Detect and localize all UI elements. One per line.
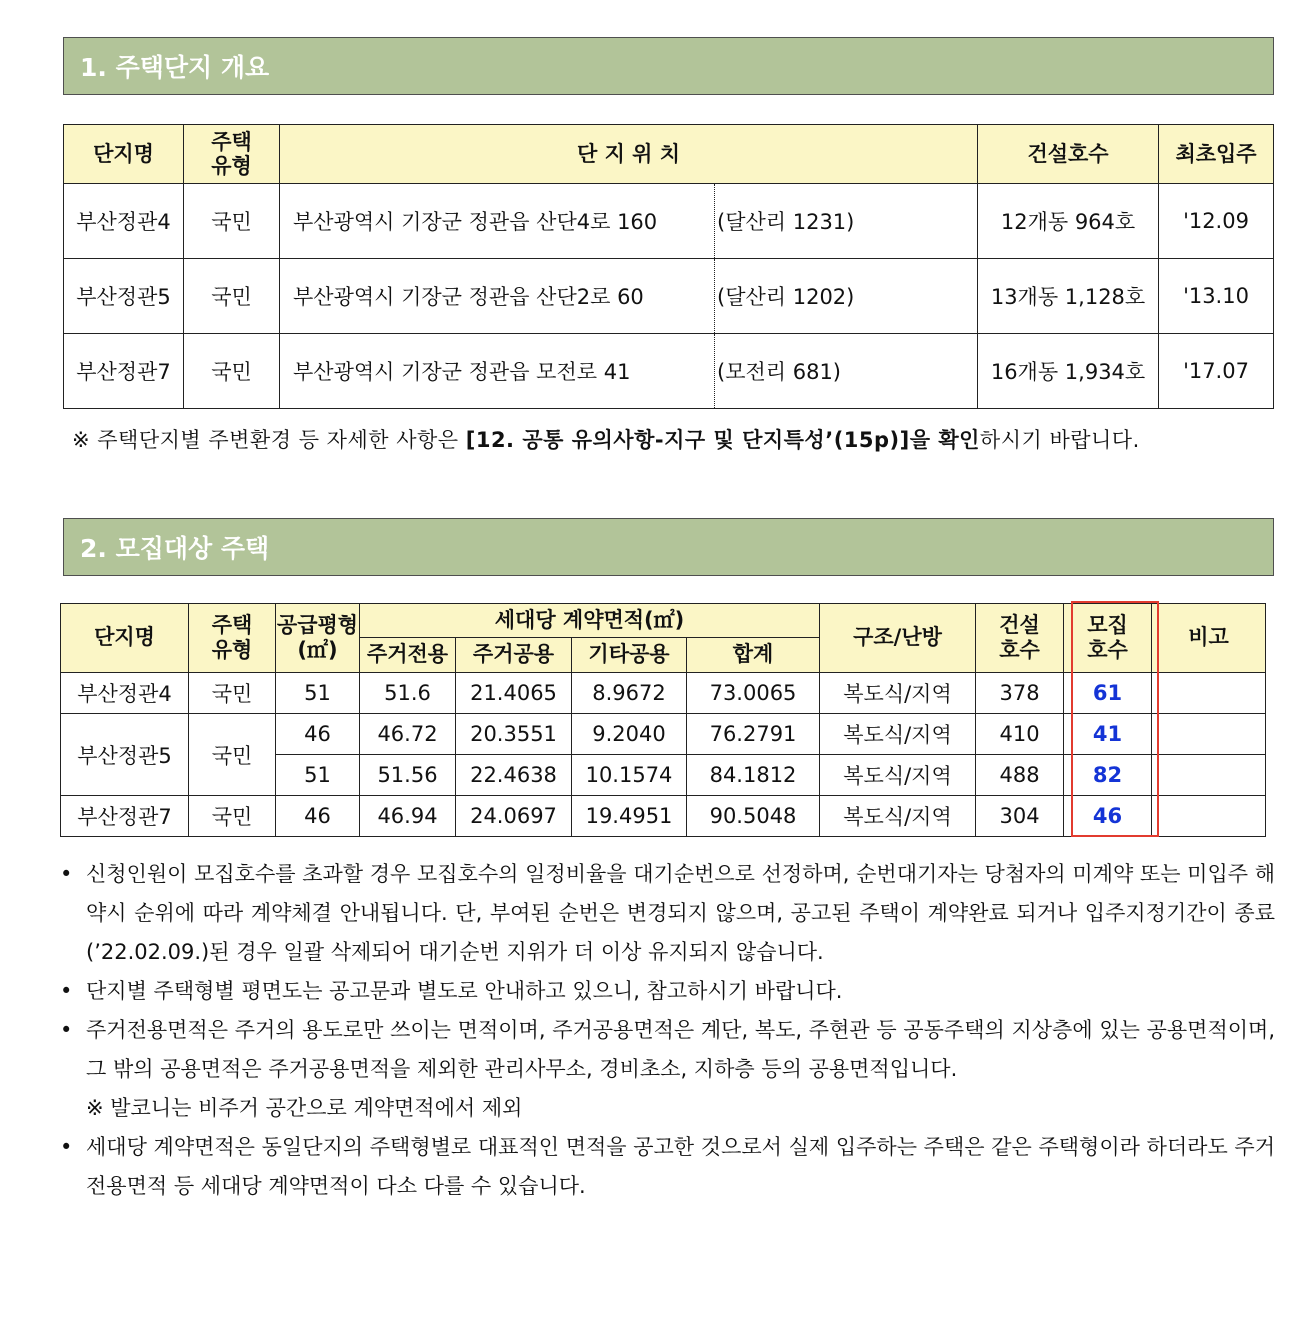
built-units: 410 (976, 714, 1064, 755)
housing-type: 국민 (184, 259, 280, 334)
complex-name: 부산정관5 (64, 259, 184, 334)
list-item (60, 1011, 1275, 1128)
remarks (1152, 714, 1266, 755)
supply-area: 51 (276, 673, 360, 714)
header-first-move-in: 최초입주 (1159, 125, 1274, 184)
address: 부산광역시 기장군 정관읍 산단2로 60 (280, 259, 715, 334)
recruit-units: 41 (1064, 714, 1152, 755)
table-row (61, 796, 1266, 837)
lot-number: (모전리 681) (715, 334, 978, 409)
complex-name: 부산정관4 (61, 673, 189, 714)
exclusive-area: 46.72 (360, 714, 456, 755)
bullet-text: 단지별 주택형별 평면도는 공고문과 별도로 안내하고 있으니, 참고하시기 바랍니다. (86, 979, 843, 1003)
bullet-text: 세대당 계약면적은 동일단지의 주택형별로 대표적인 면적을 공고한 것으로서 실제 입주하는 주택은 같은 주택형이라 하더라도 주거전용면적 등 세대당 계약면적이 다소 다를 수 있습니다. (86, 1135, 1275, 1198)
bullet-icon: • (60, 979, 73, 1003)
structure: 복도식/지역 (820, 796, 976, 837)
address: 부산광역시 기장군 정관읍 산단4로 160 (280, 184, 715, 259)
header-type: 주택 유형 (189, 604, 276, 673)
bullet-icon: • (60, 1018, 73, 1042)
total-area: 84.1812 (687, 755, 820, 796)
header-exclusive: 주거전용 (360, 638, 456, 673)
complex-overview-table (63, 124, 1274, 409)
other-area: 19.4951 (572, 796, 687, 837)
structure: 복도식/지역 (820, 714, 976, 755)
note-reference: [12. 공통 유의사항-지구 및 단지특성’(15p)]을 확인 (465, 428, 980, 452)
housing-type: 국민 (189, 673, 276, 714)
header-other: 기타공용 (572, 638, 687, 673)
section1-note (72, 424, 1272, 454)
recruit-units: 61 (1064, 673, 1152, 714)
exclusive-area: 51.6 (360, 673, 456, 714)
other-area: 9.2040 (572, 714, 687, 755)
complex-name: 부산정관7 (64, 334, 184, 409)
table-row (64, 259, 1274, 334)
section2-title-bar (63, 518, 1274, 576)
table-header-row (64, 125, 1274, 184)
header-location: 단 지 위 치 (280, 125, 978, 184)
table-row (64, 334, 1274, 409)
table-header-row (61, 604, 1266, 638)
list-item (60, 855, 1275, 972)
recruit-units: 82 (1064, 755, 1152, 796)
total-area: 76.2791 (687, 714, 820, 755)
section1-title: 1. 주택단지 개요 (80, 53, 270, 82)
structure: 복도식/지역 (820, 755, 976, 796)
note-suffix: 하시기 바랍니다. (979, 428, 1140, 452)
bullet-icon: • (60, 862, 73, 886)
header-name: 단지명 (64, 125, 184, 184)
exclusive-area: 46.94 (360, 796, 456, 837)
header-type: 주택 유형 (184, 125, 280, 184)
total-area: 73.0065 (687, 673, 820, 714)
total-area: 90.5048 (687, 796, 820, 837)
other-area: 10.1574 (572, 755, 687, 796)
header-common: 주거공용 (456, 638, 572, 673)
remarks (1152, 796, 1266, 837)
first-move-in: '17.07 (1159, 334, 1274, 409)
built-units: 304 (976, 796, 1064, 837)
supply-area: 51 (276, 755, 360, 796)
built-units: 378 (976, 673, 1064, 714)
supply-area: 46 (276, 796, 360, 837)
structure: 복도식/지역 (820, 673, 976, 714)
table-row (64, 184, 1274, 259)
housing-type: 국민 (184, 334, 280, 409)
complex-name: 부산정관4 (64, 184, 184, 259)
address: 부산광역시 기장군 정관읍 모전로 41 (280, 334, 715, 409)
note-prefix: ※ 주택단지별 주변환경 등 자세한 사항은 (72, 428, 466, 452)
table-row (61, 673, 1266, 714)
common-area: 22.4638 (456, 755, 572, 796)
housing-type: 국민 (184, 184, 280, 259)
header-total: 합계 (687, 638, 820, 673)
exclusive-area: 51.56 (360, 755, 456, 796)
units: 16개동 1,934호 (978, 334, 1159, 409)
bullet-text: 주거전용면적은 주거의 용도로만 쓰이는 면적이며, 주거공용면적은 계단, 복도, 주현관 등 공동주택의 지상층에 있는 공용면적이며, 그 밖의 공용면적은 주거공용면적을 제외한 관리사무소, 경비초소, 지하층 등의 공용면적입니다. (86, 1018, 1275, 1081)
header-supply-area: 공급평형 (㎡) (276, 604, 360, 673)
housing-type: 국민 (189, 796, 276, 837)
remarks (1152, 673, 1266, 714)
units: 12개동 964호 (978, 184, 1159, 259)
recruit-units: 46 (1064, 796, 1152, 837)
section2-title: 2. 모집대상 주택 (80, 534, 270, 563)
bullet-text: 신청인원이 모집호수를 초과할 경우 모집호수의 일정비율을 대기순번으로 선정하며, 순번대기자는 당첨자의 미계약 또는 미입주 해약시 순위에 따라 계약체결 안내됩니다. 단, 부여된 순번은 변경되지 않으며, 공고된 주택이 계약완료 되거나 입주지정기간이 종료(’22.02.09.)된 경우 일괄 삭제되어 대기순번 지위가 더 이상 유지되지 않습니다. (86, 862, 1275, 964)
complex-name: 부산정관5 (61, 714, 189, 796)
header-recruit-units: 모집 호수 (1064, 604, 1152, 673)
lot-number: (달산리 1202) (715, 259, 978, 334)
list-item (60, 1128, 1275, 1206)
header-remarks: 비고 (1152, 604, 1266, 673)
header-name: 단지명 (61, 604, 189, 673)
list-item (60, 972, 1275, 1011)
built-units: 488 (976, 755, 1064, 796)
complex-name: 부산정관7 (61, 796, 189, 837)
balcony-note: ※ 발코니는 비주거 공간으로 계약면적에서 제외 (86, 1096, 523, 1120)
supply-area: 46 (276, 714, 360, 755)
table-row (61, 714, 1266, 755)
common-area: 21.4065 (456, 673, 572, 714)
common-area: 20.3551 (456, 714, 572, 755)
lot-number: (달산리 1231) (715, 184, 978, 259)
units: 13개동 1,128호 (978, 259, 1159, 334)
bullet-icon: • (60, 1135, 73, 1159)
remarks (1152, 755, 1266, 796)
other-area: 8.9672 (572, 673, 687, 714)
common-area: 24.0697 (456, 796, 572, 837)
header-units: 건설호수 (978, 125, 1159, 184)
notice-bullet-list (60, 855, 1275, 1206)
first-move-in: '12.09 (1159, 184, 1274, 259)
housing-type: 국민 (189, 714, 276, 796)
header-built-units: 건설 호수 (976, 604, 1064, 673)
recruitment-housing-table (60, 603, 1266, 837)
header-contract-area: 세대당 계약면적(㎡) (360, 604, 820, 638)
first-move-in: '13.10 (1159, 259, 1274, 334)
header-structure: 구조/난방 (820, 604, 976, 673)
section1-title-bar (63, 37, 1274, 95)
